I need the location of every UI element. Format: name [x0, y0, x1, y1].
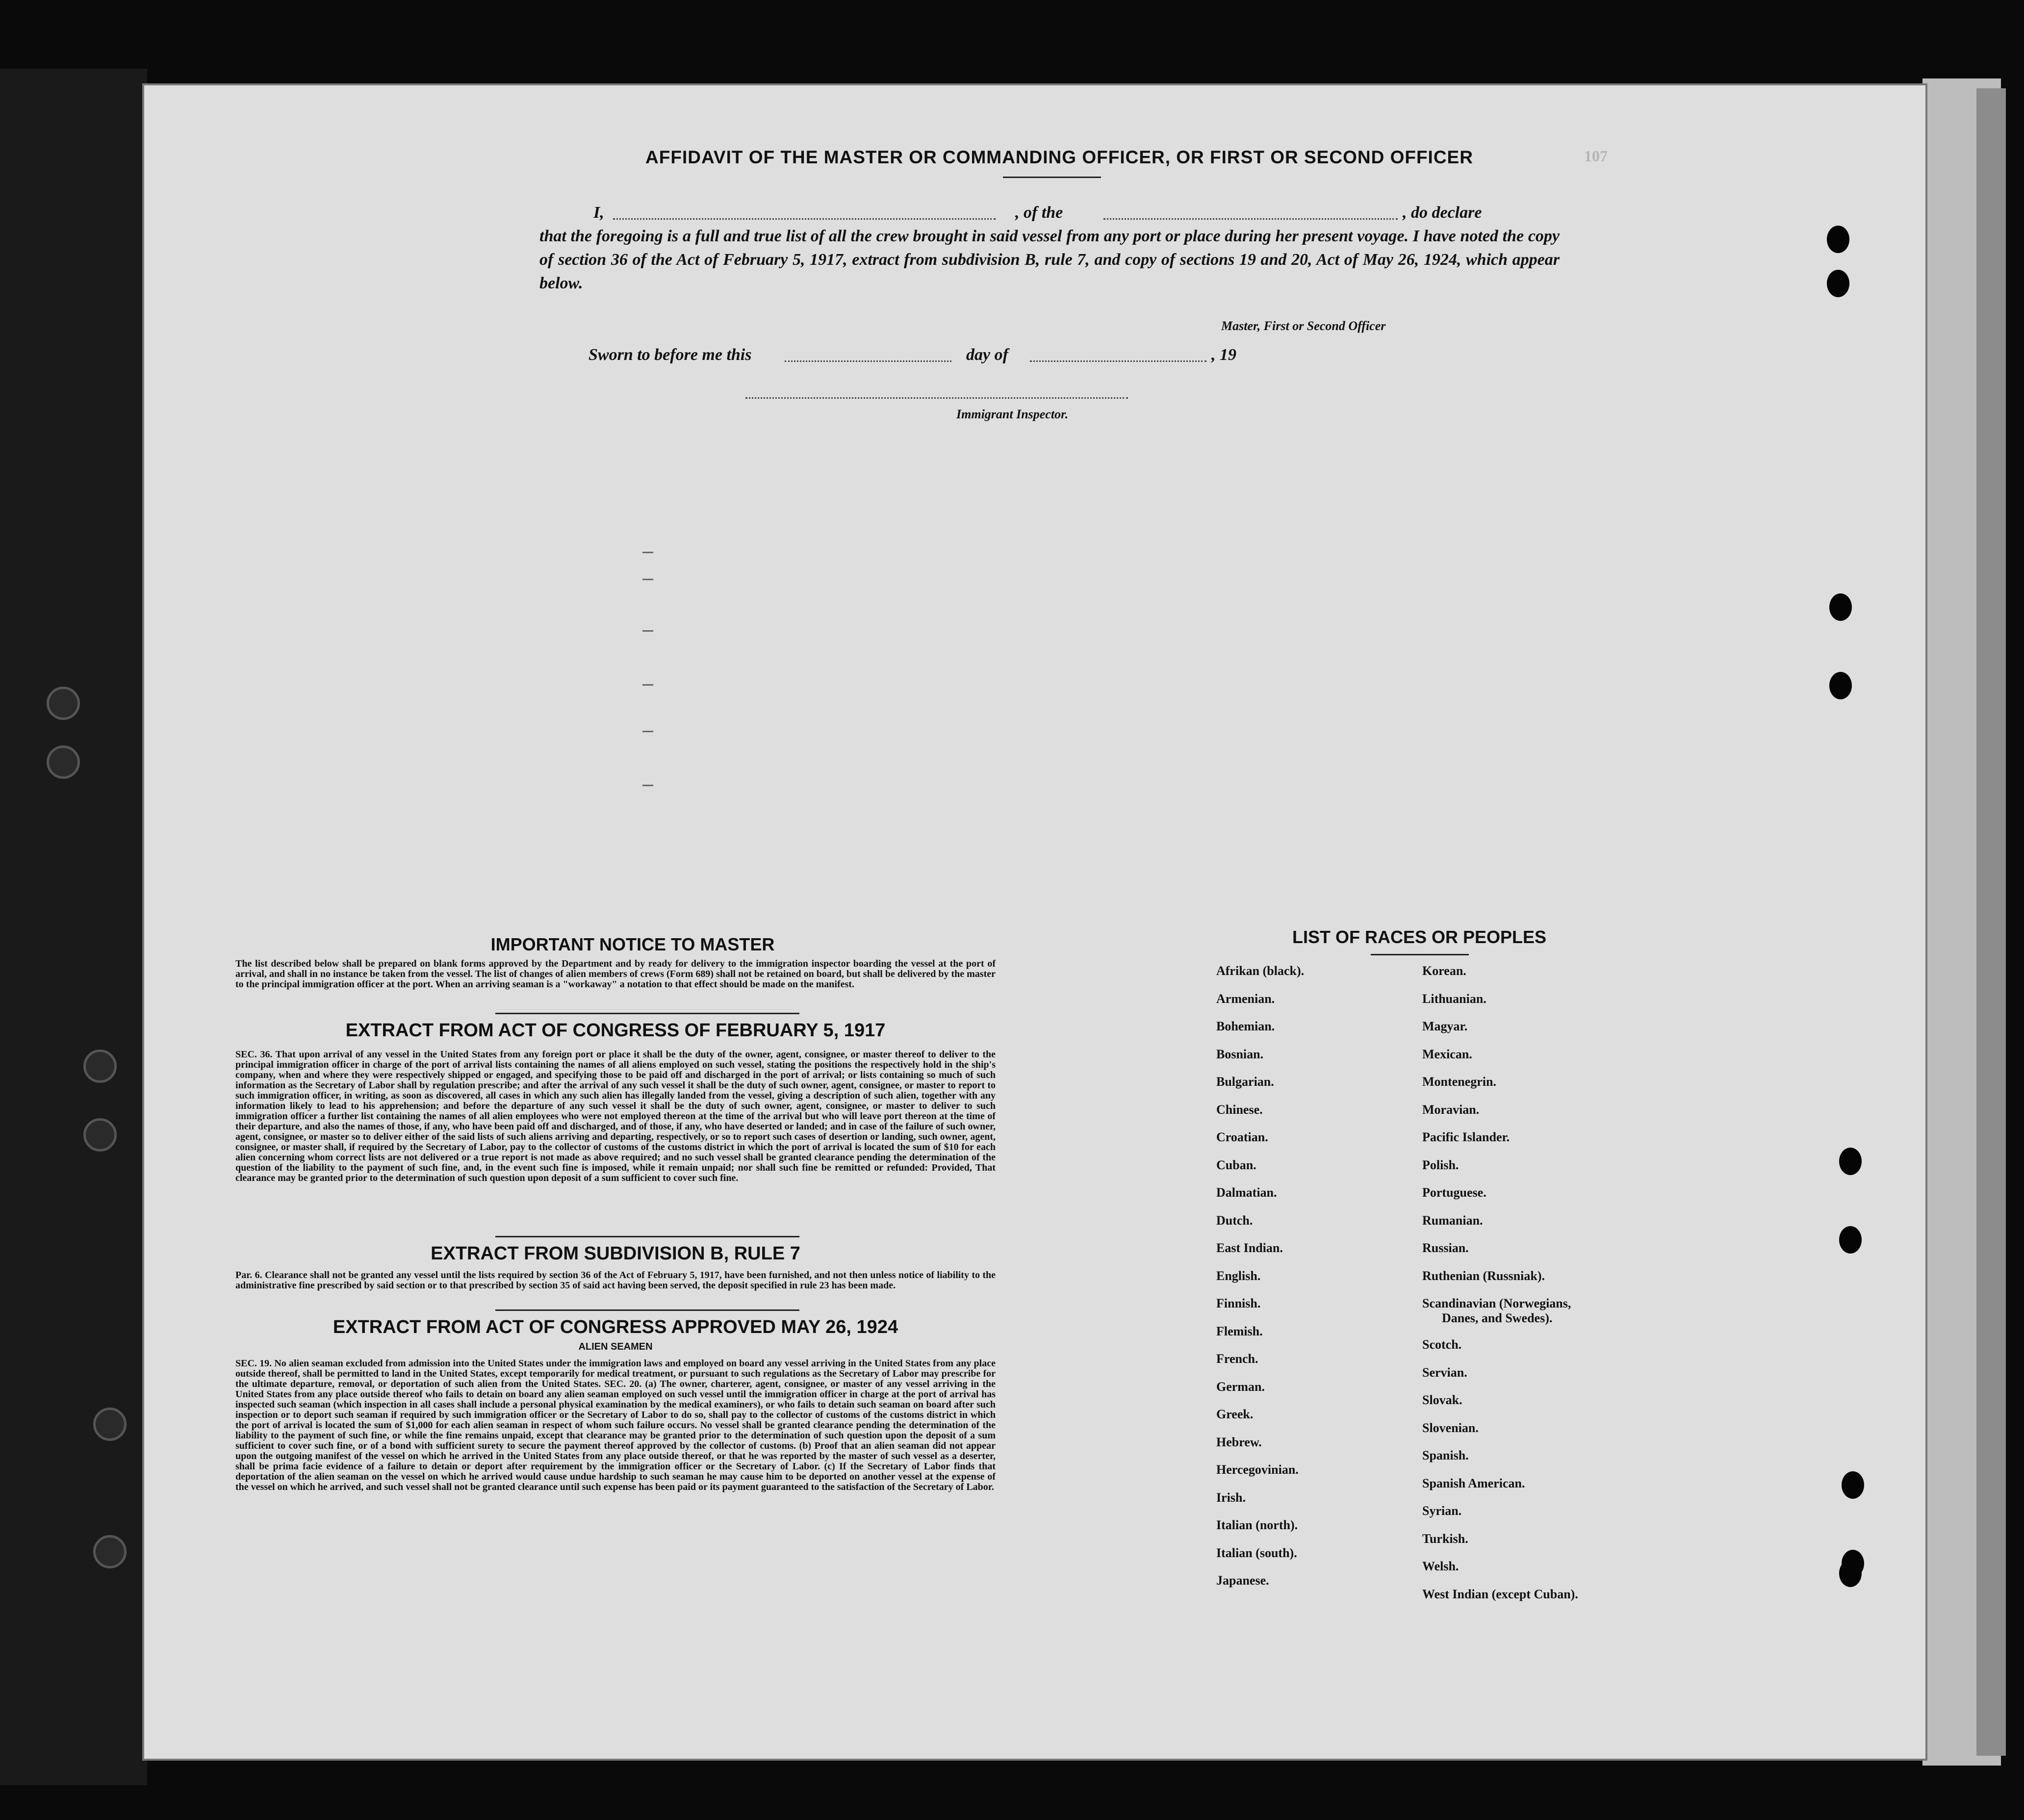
notice-text: The list described below shall be prepared on blank forms approved by the Department and by ready for delivery to the immigration inspector boarding the vessel at the port of arrival, and shall in no instance be taken from the vessel. The list of changes of alien members of crews (Form 689) shall not be retained on board, but shall be delivered by the master to the principal immigration officer at the port. When an arriving seaman is a "workaway" a notation to that effect should be made on the manifest. [235, 958, 996, 990]
section-rule [495, 1236, 799, 1237]
race-item: Ruthenian (Russniak). [1422, 1268, 1545, 1283]
race-item: Turkish. [1422, 1531, 1468, 1546]
race-item: Welsh. [1422, 1559, 1459, 1573]
binder-hole [47, 687, 80, 720]
race-item: Cuban. [1216, 1157, 1256, 1172]
sworn-label: Sworn to before me this [589, 346, 752, 364]
extract-1924-text: SEC. 19. No alien seaman excluded from admission into the United States under the immigration laws and employed on board any vessel arriving in the United States from any place outside thereof, shall be permitted to land in the United States, except temporarily for medical treatment, or pursuant to such regulations as the Secretary of Labor may prescribe for the ultimate departure, removal, or deportation of such alien from the United States. SEC. 20. (a) The owner, charterer, agent, consignee, or master of any vessel arriving in the United States from any place outside thereof who fails to detain on board any alien seaman employed on such vessel until the immigration officer in charge at the port of arrival has inspected such seaman (which inspection in all cases shall include a personal physical examination by the medical examiners), or who fails to detain such seaman on board after such inspection or to deport such seaman if required by such immigration officer or the Secretary of Labor to do so, shall pay to the collector of customs of the customs district in which the port of arrival is located the sum of $1,000 for each alien seaman in respect of whom such failure occurs. No vessel shall be granted clearance pending the determination of the liability to the payment of such fine, or while the fine remains unpaid, except that clearance may be granted prior to the determination of such question upon the deposit of a sum sufficient to cover such fine, or of a bond with sufficient surety to secure the payment thereof approved by the collector of customs. (b) Proof that an alien seaman did not appear upon the outgoing manifest of the vessel on which he arrived in the United States from any place outside thereof, or that he was reported by the master of such vessel as a deserter, shall be prima facie evidence of a failure to detain or deport after requirement by the immigration officer or the Secretary of Labor. (c) If the Secretary of Labor finds that deportation of the alien seaman on the vessel on which he arrived would cause undue hardship to such seaman he may cause him to be deported on another vessel at the expense of the vessel on which he arrived, and such vessel shall not be granted clearance until such expense has been paid or its payment guaranteed to the satisfaction of the Secretary of Labor. [235, 1358, 996, 1492]
race-item: Greek. [1216, 1407, 1254, 1421]
race-item: Scotch. [1422, 1337, 1462, 1352]
race-item: Russian. [1422, 1241, 1469, 1255]
day-blank [785, 360, 951, 362]
race-item: Slovak. [1422, 1393, 1462, 1407]
race-item: Portuguese. [1422, 1185, 1486, 1200]
race-item: German. [1216, 1379, 1265, 1394]
race-item: Italian (south). [1216, 1545, 1297, 1560]
race-item: East Indian. [1216, 1241, 1283, 1255]
punch-hole [1839, 1148, 1862, 1175]
race-item-line: Scandinavian (Norwegians, [1422, 1296, 1571, 1310]
race-item: Flemish. [1216, 1324, 1263, 1338]
race-item: Spanish. [1422, 1448, 1469, 1462]
name-blank [613, 218, 996, 220]
race-item: Chinese. [1216, 1102, 1263, 1117]
punch-hole [1839, 1560, 1862, 1587]
race-item: Hebrew. [1216, 1435, 1262, 1449]
race-item: Irish. [1216, 1490, 1246, 1505]
title-underline [1003, 177, 1101, 178]
affidavit-paragraph: that the foregoing is a full and true list of all the crew brought in said vessel from any port or place during her present voyage. I have noted the copy of section 36 of the Act of February 5, 1917, extract from subdivision B, rule 7, and copy of sections 19 and 20, Act of May 26, 1924, which appear below. [539, 227, 1560, 292]
affidavit-of-the: , of the [1015, 204, 1063, 222]
race-item: Hercegovinian. [1216, 1462, 1299, 1477]
dash-mark [642, 785, 653, 786]
vessel-blank [1103, 218, 1398, 220]
race-item: Bulgarian. [1216, 1075, 1274, 1089]
extract-1924-subtitle: ALIEN SEAMEN [578, 1341, 653, 1352]
race-item: Korean. [1422, 964, 1466, 978]
binder-background [0, 69, 147, 1785]
race-item: Polish. [1422, 1157, 1459, 1172]
inspector-label: Immigrant Inspector. [956, 407, 1069, 421]
affidavit-title: AFFIDAVIT OF THE MASTER OR COMMANDING OFFICER, OR FIRST OR SECOND OFFICER [645, 147, 1473, 167]
document-page [142, 83, 1927, 1761]
day-of-label: day of [966, 346, 1008, 364]
dash-mark [642, 731, 653, 732]
month-blank [1030, 360, 1206, 362]
race-item: Finnish. [1216, 1296, 1261, 1310]
race-item: Montenegrin. [1422, 1075, 1496, 1089]
race-item: Moravian. [1422, 1102, 1480, 1117]
binder-hole [47, 745, 80, 779]
punch-hole [1829, 672, 1852, 699]
race-item: Mexican. [1422, 1047, 1472, 1061]
punch-hole [1827, 226, 1849, 253]
race-item: Afrikan (black). [1216, 964, 1305, 978]
race-item: Slovenian. [1422, 1420, 1479, 1435]
affidavit-do-declare: , do declare [1403, 204, 1482, 222]
races-column-2 [1422, 964, 1578, 1615]
bleed-through-mark: 107 [1584, 147, 1608, 165]
extract-rule7-text: Par. 6. Clearance shall not be granted any vessel until the lists required by section 36 of the Act of February 5, 1917, have been furnished, and not then unless notice of liability to the administrative fine prescribed by said section or to that prescribed by section 35 of said act having been served, the deposit specified in rule 23 has been made. [235, 1270, 996, 1291]
race-item: Japanese. [1216, 1573, 1269, 1588]
race-item: Croatian. [1216, 1130, 1268, 1144]
race-item: Pacific Islander. [1422, 1130, 1510, 1144]
race-item: West Indian (except Cuban). [1422, 1587, 1578, 1601]
race-item: Dutch. [1216, 1213, 1253, 1228]
race-item: Armenian. [1216, 991, 1275, 1006]
race-item: Servian. [1422, 1365, 1467, 1380]
extract-1917-title: EXTRACT FROM ACT OF CONGRESS OF FEBRUARY 5, 1917 [345, 1020, 886, 1041]
races-title: LIST OF RACES OR PEOPLES [1292, 927, 1547, 947]
race-item: English. [1216, 1268, 1261, 1283]
race-item: Lithuanian. [1422, 991, 1486, 1006]
punch-hole [1842, 1471, 1864, 1499]
extract-1917-text: SEC. 36. That upon arrival of any vessel in the United States from any foreign port or place it shall be the duty of the owner, agent, consignee, or master thereof to deliver to the principal immigration officer in charge of the port of arrival lists containing the names of all aliens employed on such vessel, stating the positions the respectively hold in the ship's company, when and where they were respectively shipped or engaged, and specifying those to be paid off and discharged in the port of arrival; or lists containing so much of such information as the Secretary of Labor shall by regulation prescribe; and after the arrival of any such vessel it shall be the duty of such owner, agent, consignee, or master to report to such immigration officer, in writing, as soon as discovered, all cases in which any such alien has illegally landed from the vessel, giving a description of such alien, together with any information likely to lead to his apprehension; and before the departure of any such vessel it shall be the duty of such owner, agent, consignee, or master to deliver to such immigration officer a further list containing the names of all alien employees who were not employed thereon at the time of the arrival but who will leave port thereon at the time of their departure, and also the names of those, if any, who have been paid off and discharged, and of those, if any, who have deserted or landed; and in case of the failure of such owner, agent, consignee, or master so to deliver either of the said lists of such aliens arriving and departing, respectively, or so to report such cases of desertion or landing, such owner, agent, consignee, or master shall, if required by the Secretary of Labor, pay to the collector of customs of the customs district in which the port of arrival is located the sum of $10 for each alien concerning whom correct lists are not delivered or a true report is not made as above required; and no such vessel shall be granted clearance pending the determination of the question of the liability to the payment of such fine, and, in the event such fine is imposed, while it remain unpaid; nor shall such fine be remitted or refunded: Provided, That clearance may be granted prior to the determination of such question upon deposit of a sum sufficient to cover such fine. [235, 1049, 996, 1183]
race-item [1422, 1296, 1578, 1337]
inspector-signature-line [745, 397, 1128, 399]
race-item: Spanish American. [1422, 1476, 1525, 1490]
back-sheet-edge [1976, 88, 2006, 1756]
race-item: Italian (north). [1216, 1518, 1298, 1532]
notice-title: IMPORTANT NOTICE TO MASTER [490, 934, 775, 954]
punch-hole [1827, 270, 1849, 297]
binder-hole [83, 1118, 117, 1152]
race-item: Rumanian. [1422, 1213, 1483, 1228]
race-item-continuation: Danes, and Swedes). [1442, 1311, 1553, 1325]
binder-hole [93, 1408, 127, 1441]
punch-hole [1829, 593, 1852, 621]
dash-mark [642, 630, 653, 632]
extract-1924-title: EXTRACT FROM ACT OF CONGRESS APPROVED MAY 26, 1924 [333, 1317, 898, 1337]
race-item: Dalmatian. [1216, 1185, 1277, 1200]
binder-hole [83, 1050, 117, 1083]
section-rule [495, 1013, 799, 1014]
section-rule [495, 1309, 799, 1311]
year-label: , 19 [1211, 346, 1236, 364]
race-item: Bohemian. [1216, 1019, 1275, 1033]
binder-hole [93, 1535, 127, 1568]
dash-mark [642, 684, 653, 686]
dash-mark [642, 552, 653, 553]
race-item: Syrian. [1422, 1504, 1462, 1518]
race-item: French. [1216, 1352, 1258, 1366]
punch-hole [1839, 1226, 1862, 1254]
master-signature-label: Master, First or Second Officer [1221, 319, 1386, 333]
race-item: Bosnian. [1216, 1047, 1264, 1061]
races-column-1 [1216, 964, 1304, 1601]
dash-mark [642, 579, 653, 580]
extract-rule7-title: EXTRACT FROM SUBDIVISION B, RULE 7 [431, 1243, 800, 1264]
races-underline [1371, 954, 1469, 955]
race-item: Magyar. [1422, 1019, 1468, 1033]
affidavit-i-label: I, [593, 204, 604, 222]
